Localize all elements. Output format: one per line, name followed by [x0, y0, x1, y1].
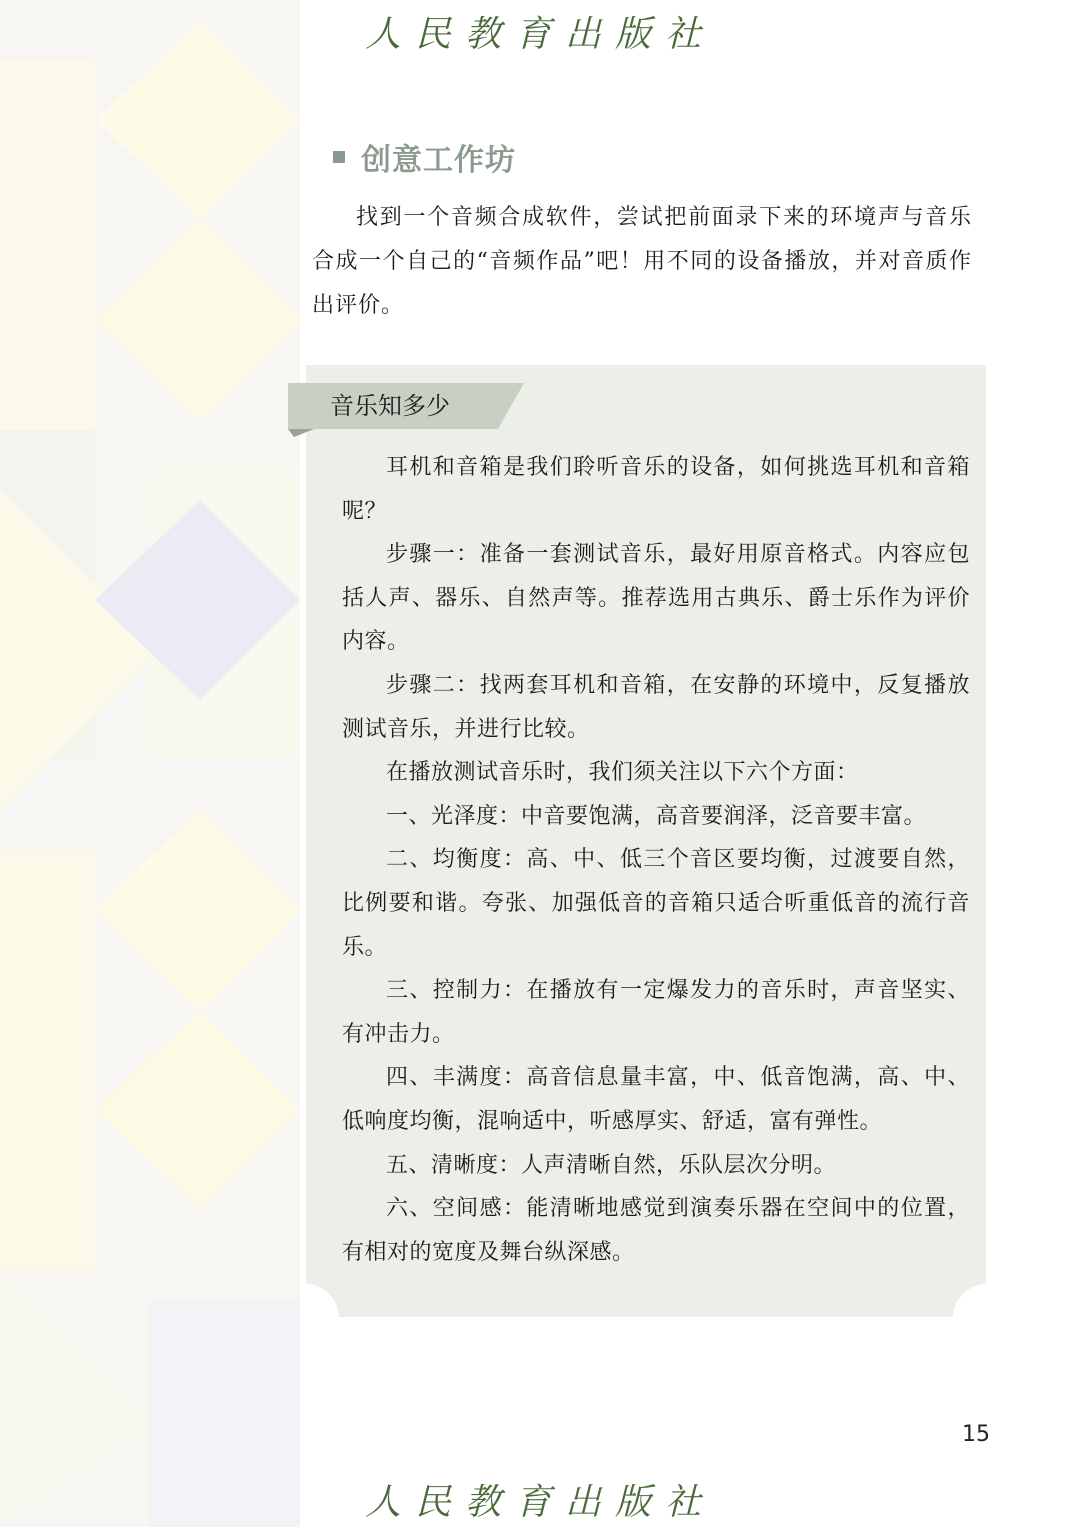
- box-paragraph: 在播放测试音乐时，我们须关注以下六个方面：: [386, 760, 859, 786]
- box-paragraph: 耳机和音箱是我们聆听音乐的设备，如何挑选耳机和音箱呢？: [342, 455, 970, 524]
- publisher-logo-top: 人民教育出版社: [364, 14, 715, 55]
- box-paragraph: 步骤二：找两套耳机和音箱，在安静的环境中，反复播放测试音乐，并进行比较。: [342, 672, 970, 742]
- publisher-logo-bottom: 人民教育出版社: [364, 1482, 715, 1523]
- section-title: 创意工作坊: [361, 143, 516, 178]
- box-paragraph: 一、光泽度：中音要饱满，高音要润泽，泛音要丰富。: [386, 803, 927, 829]
- bullet-square-icon: [333, 151, 345, 163]
- box-corner-notch-left: [305, 1284, 339, 1318]
- info-box-title: 音乐知多少: [330, 392, 450, 420]
- info-box-content: [342, 446, 970, 1274]
- box-paragraph: 四、丰满度：高音信息量丰富，中、低音饱满，高、中、低响度均衡，混响适中，听感厚实、舒适，富有弹性。: [342, 1065, 970, 1134]
- box-paragraph: 二、均衡度：高、中、低三个音区要均衡，过渡要自然，比例要和谐。夸张、加强低音的音箱只适合听重低音的流行音乐。: [342, 847, 970, 960]
- decorative-background-pattern: [0, 0, 300, 1527]
- box-paragraph: 步骤一：准备一套测试音乐，最好用原音格式。内容应包括人声、器乐、自然声等。推荐选用古典乐、爵士乐作为评价内容。: [342, 542, 970, 655]
- intro-paragraph: 找到一个音频合成软件，尝试把前面录下来的环境声与音乐合成一个自己的“音频作品”吧！用不同的设备播放，并对音质作出评价。: [312, 205, 972, 318]
- section-heading: [333, 134, 516, 180]
- box-paragraph: 六、空间感：能清晰地感觉到演奏乐器在空间中的位置，有相对的宽度及舞台纵深感。: [342, 1196, 970, 1265]
- box-paragraph: 三、控制力：在播放有一定爆发力的音乐时，声音坚实、有冲击力。: [342, 978, 970, 1047]
- box-paragraph: 五、清晰度：人声清晰自然，乐队层次分明。: [386, 1152, 837, 1178]
- box-corner-notch-right: [953, 1284, 987, 1318]
- info-box-tab: [288, 383, 528, 437]
- page-number: 15: [962, 1422, 990, 1447]
